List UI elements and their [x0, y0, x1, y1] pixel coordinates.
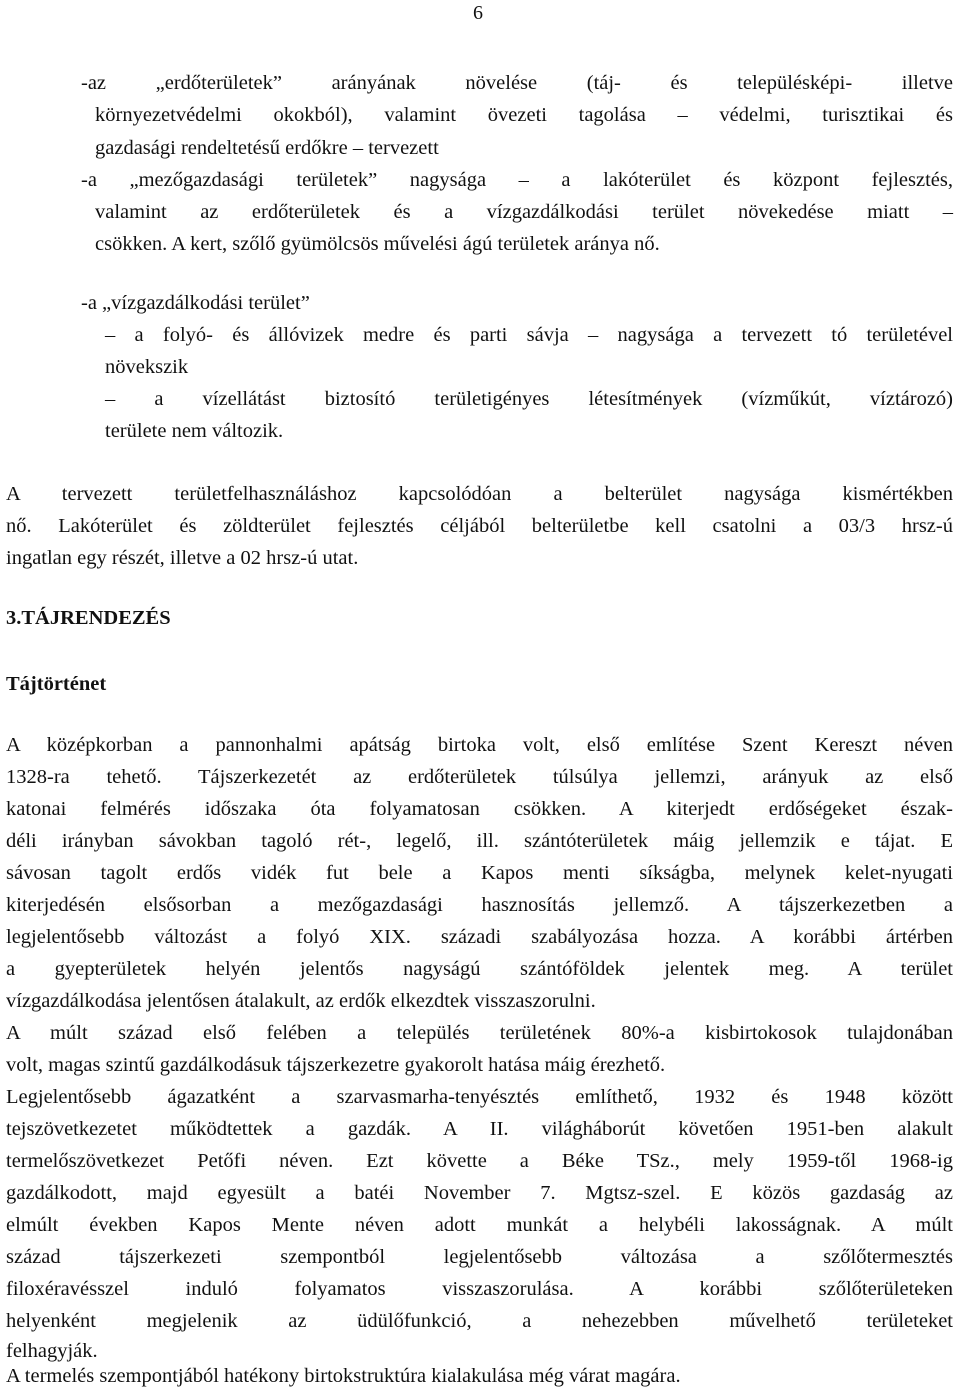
- text-line: ingatlan egy részét, illetve a 02 hrsz-ú utat.: [6, 547, 359, 569]
- text-line: filoxéravésszel induló folyamatos visszaszorulása. A korábbi szőlőterületeken: [6, 1278, 953, 1300]
- text-line: legjelentősebb változást a folyó XIX. századi szabályozása hozza. A korábbi ártérben: [6, 926, 953, 948]
- text-line: helyenként megjelenik az üdülőfunkció, a nehezebben művelhető területeket: [6, 1310, 953, 1332]
- text-line: déli irányban sávokban tagoló rét-, legelő, ill. szántóterületek máig jellemzik e tájat. E: [6, 830, 953, 852]
- text-line: -az „erdőterületek” arányának növelése (táj- és településképi- illetve: [81, 72, 953, 94]
- text-line: A középkorban a pannonhalmi apátság birtoka volt, első említése Szent Kereszt néven: [6, 734, 953, 756]
- text-line: – a vízellátást biztosító területigényes létesítmények (vízműkút, víztározó): [105, 388, 953, 410]
- text-line: Legjelentősebb ágazatként a szarvasmarha-tenyésztés említhető, 1932 és 1948 között: [6, 1086, 953, 1108]
- text-line: nő. Lakóterület és zöldterület fejlesztés céljából belterületbe kell csatolni a 03/3 hrsz-ú: [6, 515, 953, 537]
- text-line: tejszövetkezetet működtettek a gazdák. A II. világháborút követően 1951-ben alakult: [6, 1118, 953, 1140]
- text-line: sávosan tagolt erdős vidék fut bele a Kapos menti síkságba, melynek kelet-nyugati: [6, 862, 953, 884]
- text-line: gazdálkodott, majd egyesült a batéi November 7. Mgtsz-szel. E közös gazdaság az: [6, 1182, 953, 1204]
- text-line: -a „mezőgazdasági területek” nagysága – a lakóterület és központ fejlesztés,: [81, 169, 953, 191]
- text-line: csökken. A kert, szőlő gyümölcsös művelési ágú területek aránya nő.: [95, 233, 660, 255]
- text-line: területe nem változik.: [105, 420, 284, 442]
- text-line: kiterjedésén elsősorban a mezőgazdasági hasznosítás jellemző. A tájszerkezetben a: [6, 894, 953, 916]
- text-line: valamint az erdőterületek és a vízgazdálkodási terület növekedése miatt –: [95, 201, 953, 223]
- text-line: gazdasági rendeltetésű erdőkre – tervezett: [95, 137, 439, 159]
- text-line: 1328-ra tehető. Tájszerkezetét az erdőterületek túlsúlya jellemzi, arányuk az első: [6, 766, 953, 788]
- text-line: környezetvédelmi okokból), valamint övezeti tagolása – védelmi, turisztikai és: [95, 104, 953, 126]
- text-line: A tervezett területfelhasználáshoz kapcsolódóan a belterület nagysága kismértékben: [6, 483, 953, 505]
- text-line: – a folyó- és állóvizek medre és parti sávja – nagysága a tervezett tó területével: [105, 324, 953, 346]
- text-line: A múlt század első felében a település területének 80%-a kisbirtokosok tulajdonában: [6, 1022, 953, 1044]
- text-line: volt, magas szintű gazdálkodásuk tájszerkezetre gyakorolt hatása máig érezhető.: [6, 1054, 666, 1076]
- text-line: felhagyják.: [6, 1340, 98, 1362]
- text-line: vízgazdálkodása jelentősen átalakult, az erdők elkezdtek visszaszorulni.: [6, 990, 596, 1012]
- text-line: század tájszerkezeti szempontból legjelentősebb változása a szőlőtermesztés: [6, 1246, 953, 1268]
- text-line: elmúlt években Kapos Mente néven adott munkát a helybéli lakosságnak. A múlt: [6, 1214, 953, 1236]
- bullet-title: -a „vízgazdálkodási terület”: [81, 292, 310, 314]
- section-heading: 3.TÁJRENDEZÉS: [6, 607, 171, 629]
- text-line: A termelés szempontjából hatékony birtokstruktúra kialakulása még várat magára.: [6, 1365, 681, 1387]
- text-line: a gyepterületek helyén jelentős nagyságú szántóföldek jelentek meg. A terület: [6, 958, 953, 980]
- text-line: termelőszövetkezet Petőfi néven. Ezt követte a Béke TSz., mely 1959-től 1968-ig: [6, 1150, 953, 1172]
- subsection-heading: Tájtörténet: [6, 673, 107, 695]
- text-line: növekszik: [105, 356, 189, 378]
- page-number: 6: [473, 2, 483, 24]
- text-line: katonai felmérés időszaka óta folyamatosan csökken. A kiterjedt erdőségeket észak-: [6, 798, 953, 820]
